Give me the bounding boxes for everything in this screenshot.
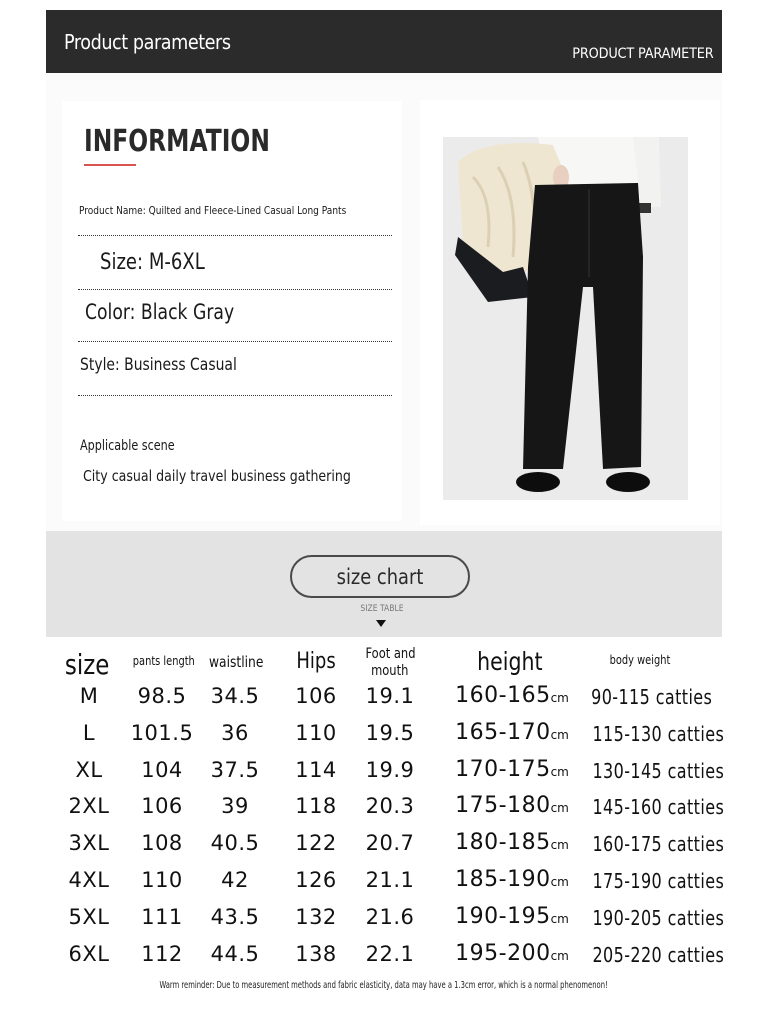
cell-hips: 106 bbox=[295, 684, 337, 708]
cell-waistline: 36 bbox=[221, 720, 249, 745]
cell-waistline: 39 bbox=[221, 794, 249, 819]
cell-hips: 126 bbox=[295, 868, 337, 892]
unit-cm: cm bbox=[550, 801, 569, 816]
cell-height: 175-180cm bbox=[455, 793, 569, 819]
cell-height: 190-195cm bbox=[455, 903, 569, 929]
cell-foot-mouth: 21.6 bbox=[365, 904, 415, 929]
color-value: Color: Black Gray bbox=[85, 300, 235, 324]
cell-height: 170-175cm bbox=[455, 756, 569, 782]
cell-body-weight: 190-205 catties bbox=[592, 905, 725, 930]
cell-foot-mouth: 19.9 bbox=[365, 757, 415, 782]
unit-cm: cm bbox=[550, 911, 569, 926]
cell-waistline: 40.5 bbox=[210, 831, 260, 856]
cell-size: 6XL bbox=[68, 941, 110, 966]
cell-size: 4XL bbox=[68, 868, 110, 892]
scene-value: City casual daily travel business gathering bbox=[83, 467, 351, 485]
header-foot-mouth: Foot and mouth bbox=[365, 646, 415, 679]
cell-body-weight: 175-190 catties bbox=[592, 869, 725, 893]
cell-waistline: 44.5 bbox=[210, 941, 260, 966]
cell-waistline: 43.5 bbox=[210, 904, 260, 929]
cell-pants-length: 111 bbox=[141, 904, 183, 929]
cell-size: 3XL bbox=[68, 831, 110, 856]
unit-cm: cm bbox=[550, 764, 569, 779]
cell-hips: 132 bbox=[295, 904, 337, 929]
unit-cm: cm bbox=[550, 838, 569, 853]
cell-waistline: 34.5 bbox=[210, 684, 260, 708]
cell-size: 5XL bbox=[68, 904, 110, 929]
product-photo bbox=[443, 137, 688, 500]
size-chart-title: size chart bbox=[336, 564, 424, 589]
cell-body-weight: 145-160 catties bbox=[592, 795, 725, 820]
cell-pants-length: 108 bbox=[141, 831, 183, 856]
cell-pants-length: 98.5 bbox=[137, 684, 187, 708]
cell-height: 160-165cm bbox=[455, 683, 569, 708]
cell-foot-mouth: 19.1 bbox=[365, 684, 415, 708]
header-bar bbox=[46, 10, 722, 73]
info-heading: INFORMATION bbox=[84, 124, 270, 159]
cell-foot-mouth: 20.7 bbox=[365, 831, 415, 856]
cell-height: 165-170cm bbox=[455, 719, 569, 745]
warm-reminder: Warm reminder: Due to measurement methods and fabric elasticity, data may have a 1.3cm error, which is a normal phenomenon! bbox=[159, 980, 609, 991]
header-pants-length: pants length bbox=[132, 654, 195, 668]
unit-cm: cm bbox=[550, 948, 569, 963]
cell-body-weight: 90-115 catties bbox=[591, 685, 713, 709]
cell-body-weight: 130-145 catties bbox=[592, 758, 725, 783]
cell-hips: 118 bbox=[295, 794, 337, 819]
product-name: Product Name: Quilted and Fleece-Lined Casual Long Pants bbox=[79, 204, 347, 217]
cell-foot-mouth: 21.1 bbox=[365, 868, 415, 892]
size-table-label: SIZE TABLE bbox=[360, 604, 404, 614]
cell-hips: 114 bbox=[295, 757, 337, 782]
header-height: height bbox=[477, 647, 543, 676]
cell-height: 185-190cm bbox=[455, 867, 569, 892]
cell-foot-mouth: 22.1 bbox=[365, 941, 415, 966]
header-hips: Hips bbox=[296, 649, 336, 674]
unit-cm: cm bbox=[550, 727, 569, 742]
cell-hips: 138 bbox=[295, 941, 337, 966]
page-subtitle: PRODUCT PARAMETER bbox=[572, 46, 714, 62]
size-chart-badge bbox=[290, 555, 470, 598]
header-waistline: waistline bbox=[208, 653, 264, 671]
unit-cm: cm bbox=[550, 875, 569, 889]
cell-pants-length: 106 bbox=[141, 794, 183, 819]
unit-cm: cm bbox=[550, 691, 569, 705]
cell-body-weight: 160-175 catties bbox=[592, 832, 725, 857]
product-name-row bbox=[78, 200, 392, 236]
cell-pants-length: 110 bbox=[141, 868, 183, 892]
size-row bbox=[78, 250, 392, 290]
style-row bbox=[78, 355, 392, 396]
header-body-weight: body weight bbox=[609, 653, 671, 667]
cell-foot-mouth: 19.5 bbox=[365, 720, 415, 745]
cell-height: 195-200cm bbox=[455, 940, 569, 966]
size-range: Size: M-6XL bbox=[100, 250, 205, 275]
heading-underline bbox=[84, 164, 136, 166]
cell-pants-length: 104 bbox=[141, 757, 183, 782]
cell-body-weight: 115-130 catties bbox=[592, 721, 725, 746]
cell-height: 180-185cm bbox=[455, 830, 569, 856]
cell-size: XL bbox=[75, 757, 103, 782]
cell-foot-mouth: 20.3 bbox=[365, 794, 415, 819]
cell-pants-length: 112 bbox=[141, 941, 183, 966]
cell-hips: 110 bbox=[295, 720, 337, 745]
cell-body-weight: 205-220 catties bbox=[592, 942, 725, 967]
cell-size: 2XL bbox=[68, 794, 110, 819]
scene-label: Applicable scene bbox=[80, 438, 175, 454]
cell-pants-length: 101.5 bbox=[130, 720, 194, 745]
cell-size: L bbox=[82, 720, 96, 745]
color-row bbox=[78, 300, 392, 342]
cell-waistline: 37.5 bbox=[210, 757, 260, 782]
triangle-down-icon bbox=[376, 620, 386, 627]
cell-waistline: 42 bbox=[221, 868, 249, 892]
pants-illustration-icon bbox=[443, 137, 688, 500]
page-title: Product parameters bbox=[64, 30, 231, 54]
cell-hips: 122 bbox=[295, 831, 337, 856]
style-value: Style: Business Casual bbox=[80, 355, 237, 375]
header-size: size bbox=[64, 648, 110, 681]
cell-size: M bbox=[79, 684, 99, 708]
